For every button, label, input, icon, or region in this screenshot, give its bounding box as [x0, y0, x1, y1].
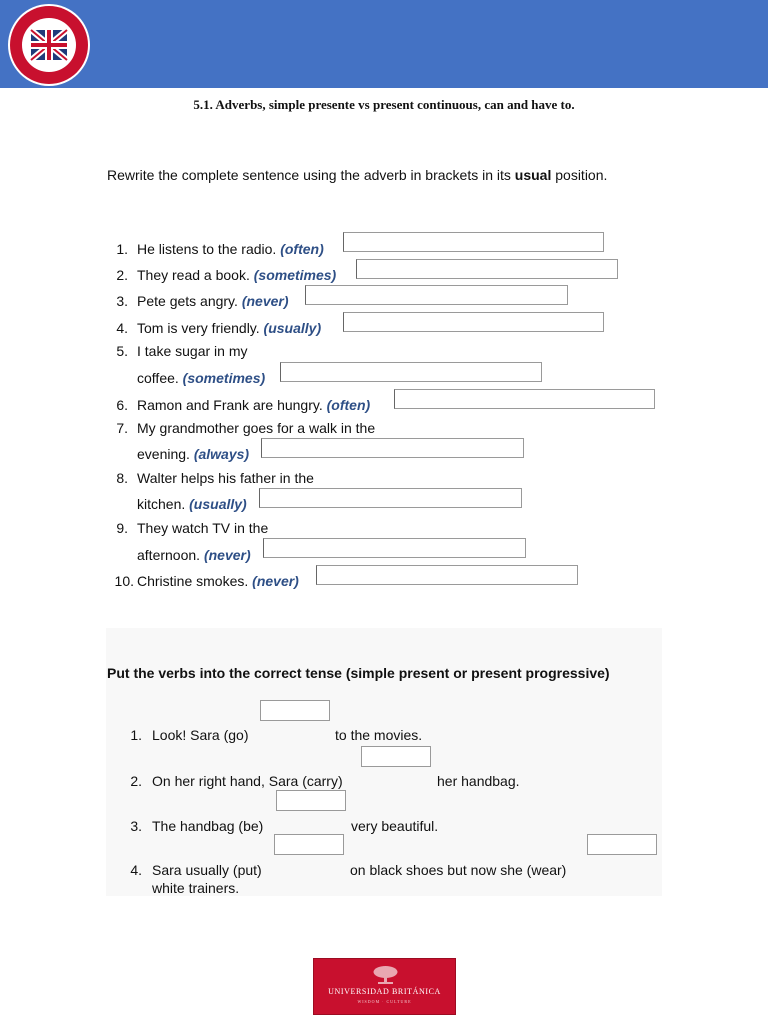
answer-input-3[interactable]: [305, 285, 568, 305]
instruction-text-after: position.: [551, 167, 608, 183]
item-sentence-line2: [137, 547, 251, 563]
item-sentence: [137, 397, 370, 413]
adverb-hint: (sometimes): [182, 370, 266, 386]
item-number: 4.: [130, 862, 142, 878]
item-sentence: [137, 241, 324, 257]
sentence-text: Christine smokes.: [137, 573, 253, 589]
verb-input-2[interactable]: [361, 746, 431, 767]
item-sentence-line1: My grandmother goes for a walk in the: [137, 420, 376, 436]
answer-input-2[interactable]: [356, 259, 618, 279]
item-number: 2.: [116, 267, 128, 283]
sentence-text: Tom is very friendly.: [137, 320, 264, 336]
answer-input-1[interactable]: [343, 232, 604, 252]
item-text-line2: white trainers.: [152, 880, 240, 896]
item-text-before: Look! Sara (go): [152, 727, 249, 743]
answer-input-8[interactable]: [259, 488, 522, 508]
answer-input-6[interactable]: [394, 389, 655, 409]
item-text-before: The handbag (be): [152, 818, 264, 834]
item-text-after: very beautiful.: [351, 818, 439, 834]
answer-input-10[interactable]: [316, 565, 578, 585]
adverb-hint: (never): [203, 547, 251, 563]
verb-input-1[interactable]: [260, 700, 330, 721]
item-number: 7.: [116, 420, 128, 436]
sentence-text: They read a book.: [137, 267, 254, 283]
sentence-text: kitchen.: [137, 496, 190, 512]
instruction-text-before: Rewrite the complete sentence using the adverb in brackets in its: [107, 167, 515, 183]
item-number: 8.: [116, 470, 128, 486]
sentence-text: Ramon and Frank are hungry.: [137, 397, 327, 413]
adverb-hint: (usually): [189, 496, 247, 512]
adverb-hint: (never): [252, 573, 299, 589]
adverb-hint: (never): [241, 293, 289, 309]
item-number: 3.: [116, 293, 128, 309]
verb-input-4b[interactable]: [587, 834, 657, 855]
item-sentence-line2: [137, 370, 265, 386]
item-text-after: her handbag.: [437, 773, 520, 789]
item-number: 6.: [116, 397, 128, 413]
item-number: 2.: [130, 773, 142, 789]
item-text-after: on black shoes but now she (wear): [350, 862, 567, 878]
adverb-hint: (often): [326, 397, 371, 413]
answer-input-9[interactable]: [263, 538, 526, 558]
footer-logo-motto: WISDOM · CULTURE: [357, 999, 412, 1004]
adverb-hint: (sometimes): [253, 267, 337, 283]
footer-logo-text: UNIVERSIDAD BRITÁNICA: [328, 987, 441, 996]
item-number: 1.: [116, 241, 128, 257]
item-sentence-line1: They watch TV in the: [137, 520, 269, 536]
item-sentence: [137, 267, 336, 283]
answer-input-7[interactable]: [261, 438, 524, 458]
sentence-text: Pete gets angry.: [137, 293, 242, 309]
item-text-before: On her right hand, Sara (carry): [152, 773, 343, 789]
verb-input-3[interactable]: [276, 790, 346, 811]
adverb-hint: (usually): [263, 320, 322, 336]
item-sentence-line2: [137, 446, 249, 462]
answer-input-4[interactable]: [343, 312, 604, 332]
tree-icon: [372, 965, 399, 985]
adverb-hint: (often): [280, 241, 324, 257]
sentence-text: He listens to the radio.: [137, 241, 281, 257]
page-title: 5.1. Adverbs, simple presente vs present continuous, can and have to.: [193, 97, 575, 112]
item-number: 10.: [114, 573, 134, 589]
footer-university-logo: [313, 958, 456, 1015]
university-seal-logo: [7, 3, 91, 87]
item-number: 9.: [116, 520, 128, 536]
answer-input-5[interactable]: [280, 362, 542, 382]
item-sentence: [137, 293, 289, 309]
adverb-hint: (always): [193, 446, 250, 462]
item-text-before: Sara usually (put): [152, 862, 262, 878]
sentence-text: afternoon.: [137, 547, 204, 563]
instruction-bold-word: usual: [514, 167, 552, 183]
item-number: 5.: [116, 343, 128, 359]
item-sentence: [137, 320, 321, 336]
item-sentence-line2: [137, 496, 247, 512]
item-sentence-line1: I take sugar in my: [137, 343, 248, 359]
sentence-text: coffee.: [137, 370, 183, 386]
exercise2-title: Put the verbs into the correct tense (simple present or present progressive): [107, 665, 610, 681]
item-number: 3.: [130, 818, 142, 834]
item-sentence-line1: Walter helps his father in the: [137, 470, 314, 486]
exercise1-instruction: [107, 167, 607, 183]
item-number: 1.: [130, 727, 142, 743]
item-text-after: to the movies.: [335, 727, 423, 743]
sentence-text: evening.: [137, 446, 194, 462]
item-sentence: [137, 573, 299, 589]
verb-input-4a[interactable]: [274, 834, 344, 855]
header-bar: [0, 0, 768, 88]
item-number: 4.: [116, 320, 128, 336]
